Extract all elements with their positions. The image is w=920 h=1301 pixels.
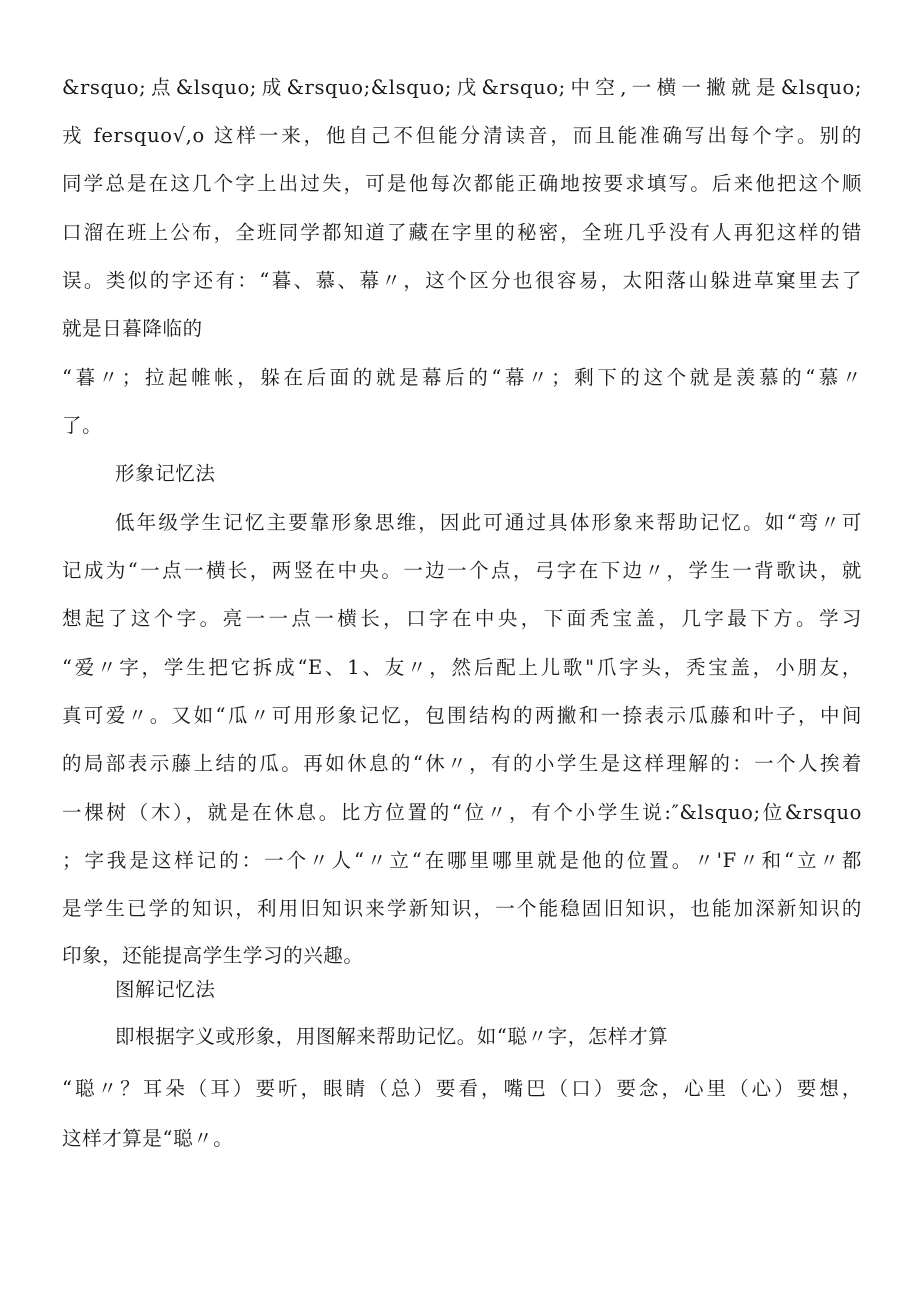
section-heading-diagram-memory: 图解记忆法 [115, 978, 216, 1001]
text-line: “爱〃字，学生把它拆成“E、1、友〃，然后配上儿歌"爪字头，秃宝盖，小朋友， [62, 656, 862, 679]
text-line: &rsquo;点&lsquo;成&rsquo;&lsquo;戊&rsquo;中空,一横一撇就是&lsquo; [62, 76, 862, 99]
text-line: ；字我是这样记的：一个〃人“〃立“在哪里哪里就是他的位置。〃'F〃和“立〃都 [62, 849, 862, 872]
text-line: “暮〃；拉起帷帐，躲在后面的就是幕后的“幕〃；剩下的这个就是羡慕的“慕〃 [62, 366, 862, 389]
text-line: 记成为“一点一横长，两竖在中央。一边一个点，弓字在下边〃，学生一背歌诀，就 [62, 559, 862, 582]
text-line: 的局部表示藤上结的瓜。再如休息的“休〃，有的小学生是这样理解的：一个人挨着 [62, 752, 862, 775]
text-line: 印象，还能提高学生学习的兴趣。 [62, 944, 364, 967]
text-line: 真可爱〃。又如“瓜〃可用形象记忆，包围结构的两撇和一捺表示瓜藤和叶子，中间 [62, 704, 862, 727]
text-line: 这样才算是“聪〃。 [62, 1127, 234, 1150]
text-line: 就是日暮降临的 [62, 317, 203, 340]
text-line: 想起了这个字。亮一一点一横长，口字在中央，下面秃宝盖，几字最下方。学习 [62, 607, 862, 630]
text-line: 同学总是在这几个字上出过失，可是他每次都能正确地按要求填写。后来他把这个顺 [62, 172, 862, 195]
text-line: 口溜在班上公布，全班同学都知道了藏在字里的秘密，全班几乎没有人再犯这样的错 [62, 221, 862, 244]
paragraph-first-line: 低年级学生记忆主要靠形象思维，因此可通过具体形象来帮助记忆。如“弯〃可 [115, 511, 862, 534]
text-line: 误。类似的字还有：“暮、慕、幕〃，这个区分也很容易，太阳落山躲进草窠里去了 [62, 269, 862, 292]
text-line: 了。 [62, 414, 103, 437]
text-line: “聪〃？耳朵（耳）要听，眼睛（总）要看，嘴巴（口）要念，心里（心）要想， [62, 1077, 862, 1100]
text-line: 戎 fersquo√,o 这样一来，他自己不但能分清读音，而且能准确写出每个字。别的 [62, 124, 862, 147]
text-line: 一棵树（木），就是在休息。比方位置的“位〃，有个小学生说:″&lsquo;位&rsquo [62, 801, 862, 824]
section-heading-imagery-memory: 形象记忆法 [115, 462, 216, 485]
text-line: 是学生已学的知识，利用旧知识来学新知识，一个能稳固旧知识，也能加深新知识的 [62, 897, 862, 920]
paragraph-first-line: 即根据字义或形象，用图解来帮助记忆。如“聪〃字，怎样才算 [115, 1025, 669, 1048]
